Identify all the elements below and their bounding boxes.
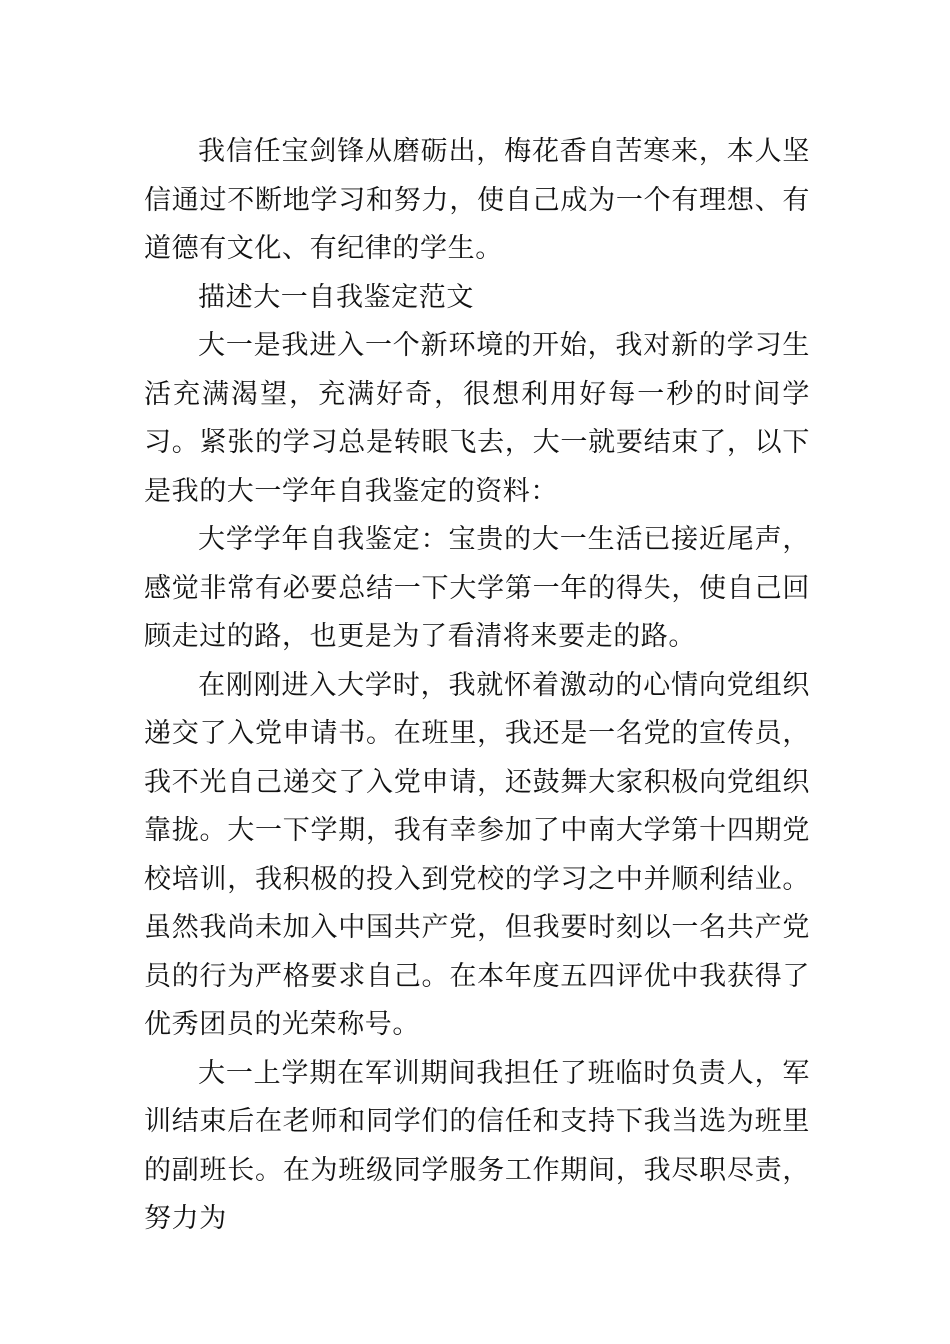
paragraph-class-duty: 大一上学期在军训期间我担任了班临时负责人，军训结束后在老师和同学们的信任和支持下我当选为班里的副班长。在为班级同学服务工作期间，我尽职尽责，努力为: [144, 1057, 810, 1234]
paragraph-intro: 大一是我进入一个新环境的开始，我对新的学习生活充满渴望，充满好奇，很想利用好每一秒的时间学习。紧张的学习总是转眼飞去，大一就要结束了，以下是我的大一学年自我鉴定的资料：: [144, 330, 810, 507]
paragraph-self-assessment: 大学学年自我鉴定：宝贵的大一生活已接近尾声，感觉非常有必要总结一下大学第一年的得失，使自己回顾走过的路，也更是为了看清将来要走的路。: [144, 524, 810, 652]
paragraph-party: 在刚刚进入大学时，我就怀着激动的心情向党组织递交了入党申请书。在班里，我还是一名党的宣传员，我不光自己递交了入党申请，还鼓舞大家积极向党组织靠拢。大一下学期，我有幸参加了中南大学第十四期党校培训，我积极的投入到党校的学习之中并顺利结业。虽然我尚未加入中国共产党，但我要时刻以一名共产党员的行为严格要求自己。在本年度五四评优中我获得了优秀团员的光荣称号。: [144, 669, 810, 1040]
section-heading: 描述大一自我鉴定范文: [198, 281, 474, 313]
paragraph-motto: 我信任宝剑锋从磨砺出，梅花香自苦寒来，本人坚信通过不断地学习和努力，使自己成为一个有理想、有道德有文化、有纪律的学生。: [144, 136, 810, 264]
document-body: [144, 128, 810, 1244]
